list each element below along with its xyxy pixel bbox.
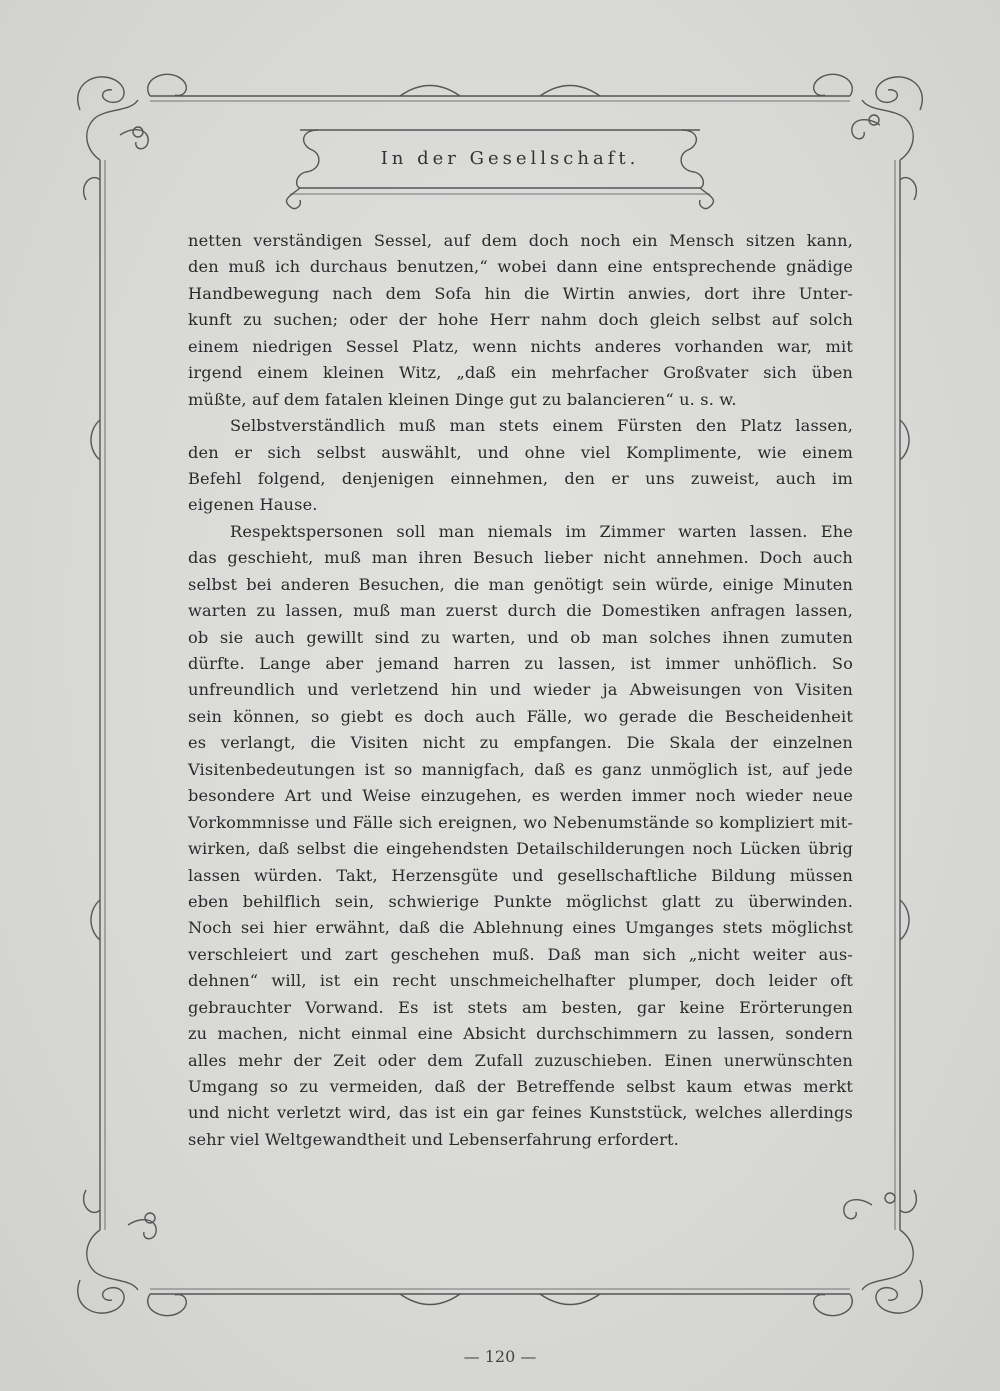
corner-ornament-top-right	[814, 74, 923, 200]
text-line: das geschieht, muß man ihren Besuch lieber nicht annehmen. Doch auch	[188, 548, 853, 568]
text-line: Visitenbedeutungen ist so mannigfach, daß es ganz unmöglich ist, auf jede	[188, 759, 853, 779]
text-line: müßte, auf dem fatalen kleinen Dinge gut zu balancieren“ u. s. w.	[188, 389, 737, 409]
text-line: den muß ich durchaus benutzen,“ wobei dann eine entsprechende gnädige	[188, 257, 853, 277]
text-line: Befehl folgend, denjenigen einnehmen, den er uns zuweist, auch im	[188, 468, 853, 488]
page-number: — 120 —	[463, 1347, 537, 1366]
text-line: Umgang so zu vermeiden, daß der Betreffende selbst kaum etwas merkt	[188, 1077, 853, 1096]
body-text	[188, 228, 853, 1153]
corner-ornament-bottom-right	[814, 1190, 923, 1316]
text-line: dürfte. Lange aber jemand harren zu lassen, ist immer unhöflich. So	[188, 654, 853, 673]
corner-ornament-top-left	[78, 74, 187, 200]
text-line: lassen würden. Takt, Herzensgüte und gesellschaftliche Bildung müssen	[188, 865, 853, 885]
text-line: gebrauchter Vorwand. Es ist stets am besten, gar keine Erörterungen	[188, 997, 853, 1017]
text-line: Respektspersonen soll man niemals im Zimmer warten lassen. Ehe	[230, 521, 853, 541]
text-line: Noch sei hier erwähnt, daß die Ablehnung eines Umganges stets möglichst	[188, 918, 853, 938]
text-line: alles mehr der Zeit oder dem Zufall zuzuschieben. Einen unerwünschten	[188, 1050, 853, 1070]
text-line: eigenen Hause.	[188, 495, 318, 515]
text-line: kunft zu suchen; oder der hohe Herr nahm doch gleich selbst auf solch	[188, 310, 853, 330]
text-line: und nicht verletzt wird, das ist ein gar feines Kunststück, welches allerdings	[188, 1103, 853, 1123]
text-line: den er sich selbst auswählt, und ohne viel Komplimente, wie einem	[188, 442, 853, 462]
side-flourish-right	[900, 420, 909, 460]
text-line: verschleiert und zart geschehen muß. Daß man sich „nicht weiter aus-	[188, 944, 853, 964]
text-line: Vorkommnisse und Fälle sich ereignen, wo Nebenumstände so kompliziert mit-	[188, 812, 853, 832]
text-line: sein können, so giebt es doch auch Fälle, wo gerade die Bescheidenheit	[188, 706, 853, 726]
page-header-title: In der Gesellschaft.	[380, 148, 640, 169]
side-flourish-left	[91, 420, 100, 460]
text-line: Handbewegung nach dem Sofa hin die Wirtin anwies, dort ihre Unter-	[188, 283, 853, 303]
text-line: netten verständigen Sessel, auf dem doch noch ein Mensch sitzen kann,	[188, 231, 853, 250]
text-line: warten zu lassen, muß man zuerst durch die Domestiken anfragen lassen,	[188, 601, 853, 621]
text-line: sehr viel Weltgewandtheit und Lebenserfahrung erfordert.	[188, 1129, 679, 1149]
corner-ornament-bottom-left	[78, 1190, 187, 1316]
text-line: zu machen, nicht einmal eine Absicht durchschimmern zu lassen, sondern	[188, 1024, 853, 1044]
text-line: dehnen“ will, ist ein recht unschmeichelhafter plumper, doch leider oft	[188, 971, 853, 991]
bottom-flourish	[400, 1294, 460, 1305]
text-line: selbst bei anderen Besuchen, die man genötigt sein würde, einige Minuten	[188, 574, 853, 594]
text-line: unfreundlich und verletzend hin und wieder ja Abweisungen von Visiten	[188, 680, 853, 700]
text-line: irgend einem kleinen Witz, „daß ein mehrfacher Großvater sich üben	[188, 363, 853, 383]
text-line: es verlangt, die Visiten nicht zu empfangen. Die Skala der einzelnen	[188, 733, 853, 753]
top-flourish	[400, 86, 460, 97]
text-line: einem niedrigen Sessel Platz, wenn nichts anderes vorhanden war, mit	[188, 336, 853, 356]
text-line: ob sie auch gewillt sind zu warten, und ob man solches ihnen zumuten	[188, 627, 853, 647]
text-line: wirken, daß selbst die eingehendsten Detailschilderungen noch Lücken übrig	[188, 839, 853, 859]
text-line: besondere Art und Weise einzugehen, es werden immer noch wieder neue	[188, 786, 853, 806]
text-line: eben behilflich sein, schwierige Punkte möglichst glatt zu überwinden.	[188, 891, 853, 911]
text-line: Selbstverständlich muß man stets einem Fürsten den Platz lassen,	[230, 416, 853, 436]
